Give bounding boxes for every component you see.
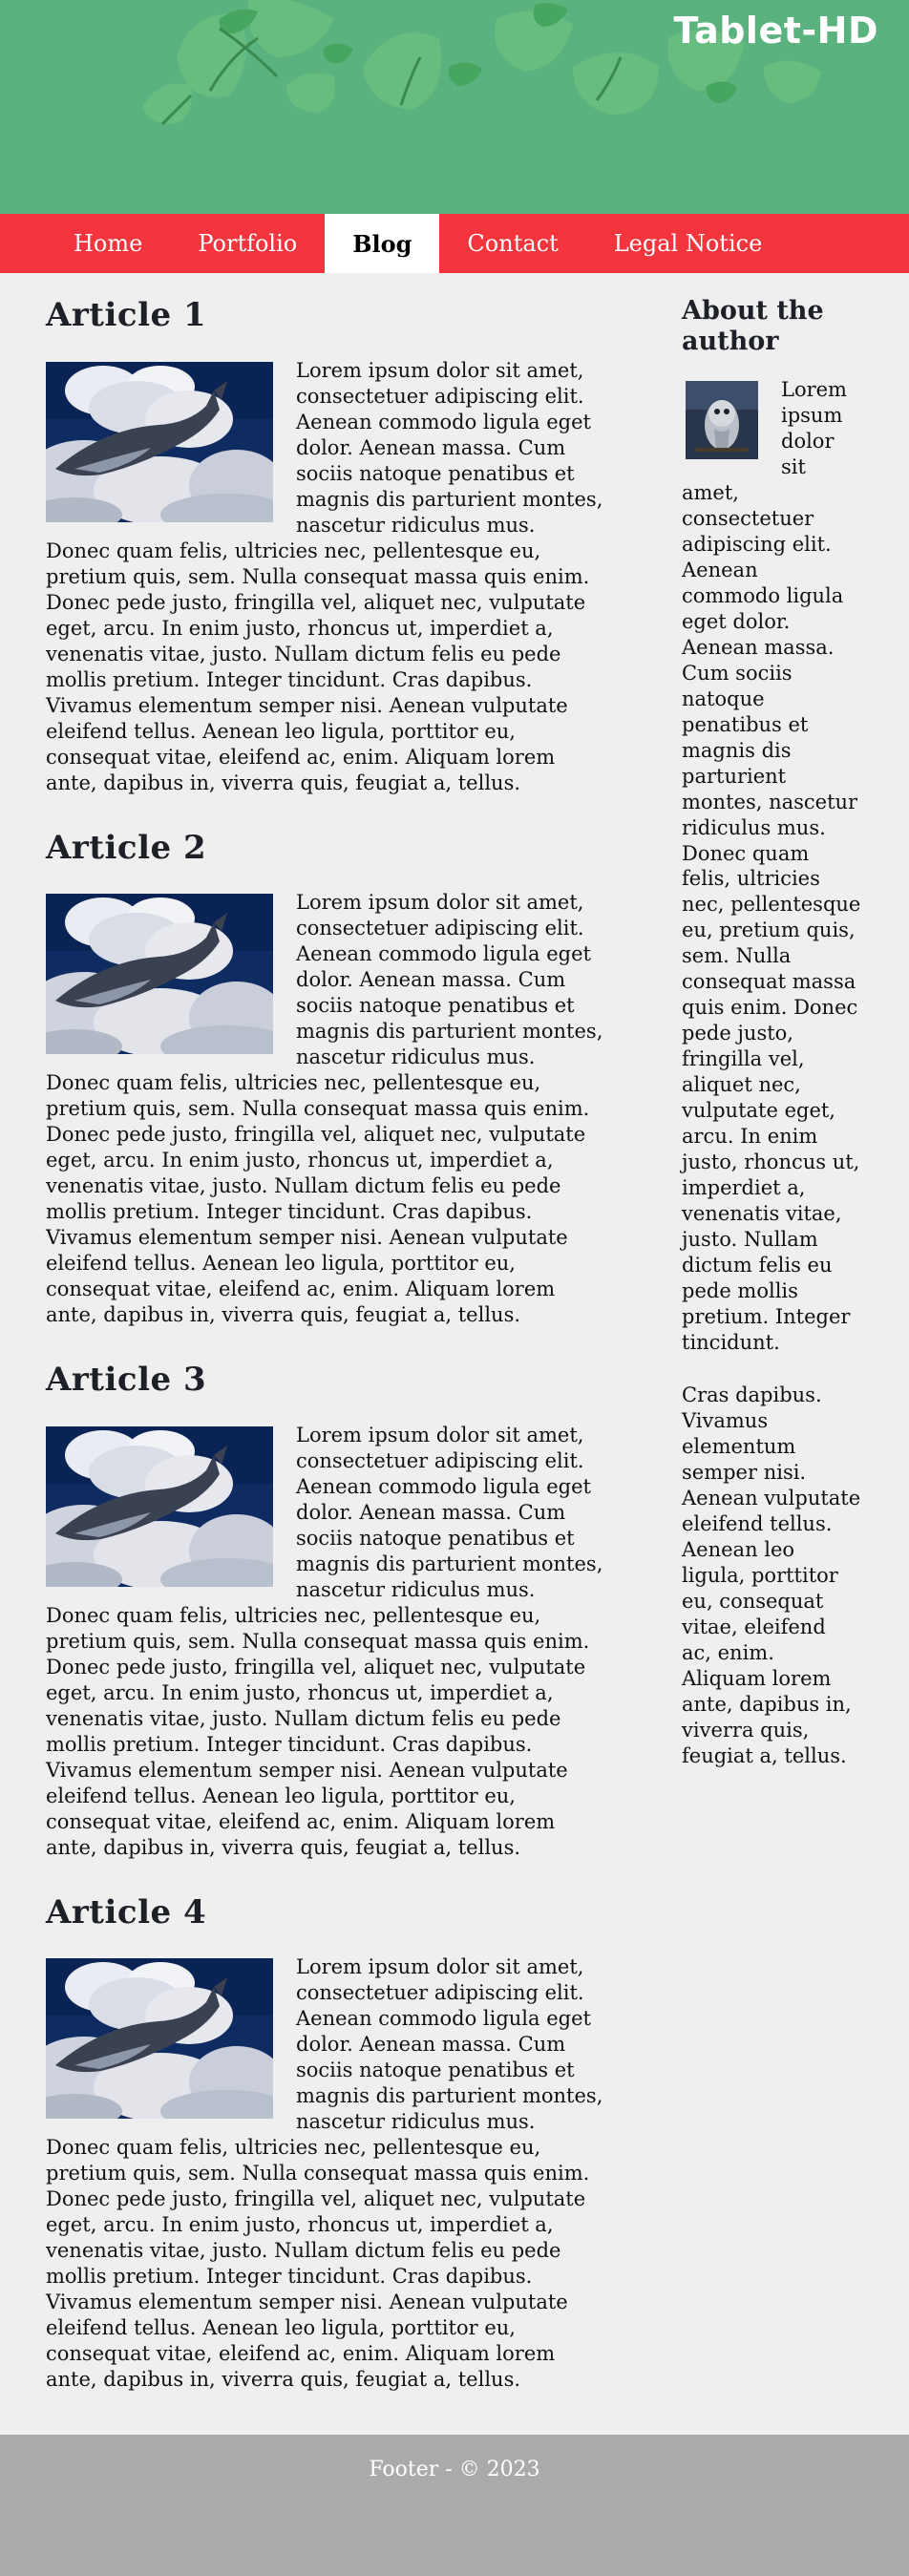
owl-image bbox=[686, 381, 758, 459]
article-title: Article 4 bbox=[46, 1892, 207, 1932]
article-body: Lorem ipsum dolor sit amet, consectetuer adipiscing elit. Aenean commodo ligula eget dolor. Aenean massa. Cum sociis natoque penatibus et magnis dis parturient montes, nascetur ridiculus mus. Donec quam felis, ultricies nec, pellentesque eu, pretium quis, sem. Nulla consequat massa quis enim. Donec pede justo, fringilla vel, aliquet nec, vulputate eget, arcu. In enim justo, rhoncus ut, imperdiet a, venenatis vitae, justo. Nullam dictum felis eu pede mollis pretium. Integer tincidunt. Cras dapibus. Vivamus elementum semper nisi. Aenean vulputate eleifend tellus. Aenean leo ligula, porttitor eu, consequat vitae, eleifend ac, enim. Aliquam lorem ante, dapibus in, viverra quis, feugiat a, tellus. bbox=[46, 358, 603, 794]
article-title: Article 3 bbox=[46, 1361, 207, 1400]
main-navigation bbox=[0, 214, 909, 273]
nav-item-legal-notice[interactable]: Legal Notice bbox=[613, 230, 763, 257]
nav-item-contact[interactable]: Contact bbox=[467, 230, 559, 257]
nav-item-blog[interactable]: Blog bbox=[325, 214, 439, 273]
article-body: Lorem ipsum dolor sit amet, consectetuer adipiscing elit. Aenean commodo ligula eget dolor. Aenean massa. Cum sociis natoque penatibus et magnis dis parturient montes, nascetur ridiculus mus. Donec quam felis, ultricies nec, pellentesque eu, pretium quis, sem. Nulla consequat massa quis enim. Donec pede justo, fringilla vel, aliquet nec, vulputate eget, arcu. In enim justo, rhoncus ut, imperdiet a, venenatis vitae, justo. Nullam dictum felis eu pede mollis pretium. Integer tincidunt. Cras dapibus. Vivamus elementum semper nisi. Aenean vulputate eleifend tellus. Aenean leo ligula, porttitor eu, consequat vitae, eleifend ac, enim. Aliquam lorem ante, dapibus in, viverra quis, feugiat a, tellus. bbox=[46, 891, 603, 1327]
whale-in-clouds-image bbox=[46, 362, 273, 522]
article-title: Article 2 bbox=[46, 828, 207, 867]
whale-in-clouds-image bbox=[46, 894, 273, 1054]
site-header bbox=[0, 0, 909, 214]
article-list bbox=[46, 273, 603, 2435]
whale-in-clouds-image bbox=[46, 1426, 273, 1587]
nav-item-home[interactable]: Home bbox=[74, 230, 143, 257]
article-body: Lorem ipsum dolor sit amet, consectetuer adipiscing elit. Aenean commodo ligula eget dolor. Aenean massa. Cum sociis natoque penatibus et magnis dis parturient montes, nascetur ridiculus mus. Donec quam felis, ultricies nec, pellentesque eu, pretium quis, sem. Nulla consequat massa quis enim. Donec pede justo, fringilla vel, aliquet nec, vulputate eget, arcu. In enim justo, rhoncus ut, imperdiet a, venenatis vitae, justo. Nullam dictum felis eu pede mollis pretium. Integer tincidunt. Cras dapibus. Vivamus elementum semper nisi. Aenean vulputate eleifend tellus. Aenean leo ligula, porttitor eu, consequat vitae, eleifend ac, enim. Aliquam lorem ante, dapibus in, viverra quis, feugiat a, tellus. bbox=[46, 1423, 603, 1859]
article bbox=[46, 1893, 603, 2394]
article-body: Lorem ipsum dolor sit amet, consectetuer adipiscing elit. Aenean commodo ligula eget dolor. Aenean massa. Cum sociis natoque penatibus et magnis dis parturient montes, nascetur ridiculus mus. Donec quam felis, ultricies nec, pellentesque eu, pretium quis, sem. Nulla consequat massa quis enim. Donec pede justo, fringilla vel, aliquet nec, vulputate eget, arcu. In enim justo, rhoncus ut, imperdiet a, venenatis vitae, justo. Nullam dictum felis eu pede mollis pretium. Integer tincidunt. Cras dapibus. Vivamus elementum semper nisi. Aenean vulputate eleifend tellus. Aenean leo ligula, porttitor eu, consequat vitae, eleifend ac, enim. Aliquam lorem ante, dapibus in, viverra quis, feugiat a, tellus. bbox=[46, 1955, 603, 2392]
sidebar-title: About the author bbox=[682, 296, 824, 357]
page-content bbox=[0, 273, 909, 2435]
sidebar-paragraph-1: Lorem ipsum dolor sit amet, consectetuer adipiscing elit. Aenean commodo ligula eget dolor. Aenean massa. Cum sociis natoque penatibus et magnis dis parturient montes, nascetur ridiculus mus. Donec quam felis, ultricies nec, pellentesque eu, pretium quis, sem. Nulla consequat massa quis enim. Donec pede justo, fringilla vel, aliquet nec, vulputate eget, arcu. In enim justo, rhoncus ut, imperdiet a, venenatis vitae, justo. Nullam dictum felis eu pede mollis pretium. Integer tincidunt. bbox=[682, 377, 861, 1355]
footer-text: Footer - © 2023 bbox=[369, 2458, 540, 2481]
sidebar-paragraph-2: Cras dapibus. Vivamus elementum semper nisi. Aenean vulputate eleifend tellus. Aenean leo ligula, porttitor eu, consequat vitae, eleifend ac, enim. Aliquam lorem ante, dapibus in, viverra quis, feugiat a, tellus. bbox=[682, 1383, 861, 1767]
site-footer bbox=[0, 2435, 909, 2576]
nav-item-portfolio[interactable]: Portfolio bbox=[198, 230, 298, 257]
site-brand-title: Tablet-HD bbox=[673, 10, 878, 52]
whale-in-clouds-image bbox=[46, 1958, 273, 2119]
author-sidebar bbox=[682, 273, 861, 2435]
article-title: Article 1 bbox=[46, 296, 207, 334]
article bbox=[46, 1361, 603, 1861]
article bbox=[46, 829, 603, 1329]
article bbox=[46, 296, 603, 796]
